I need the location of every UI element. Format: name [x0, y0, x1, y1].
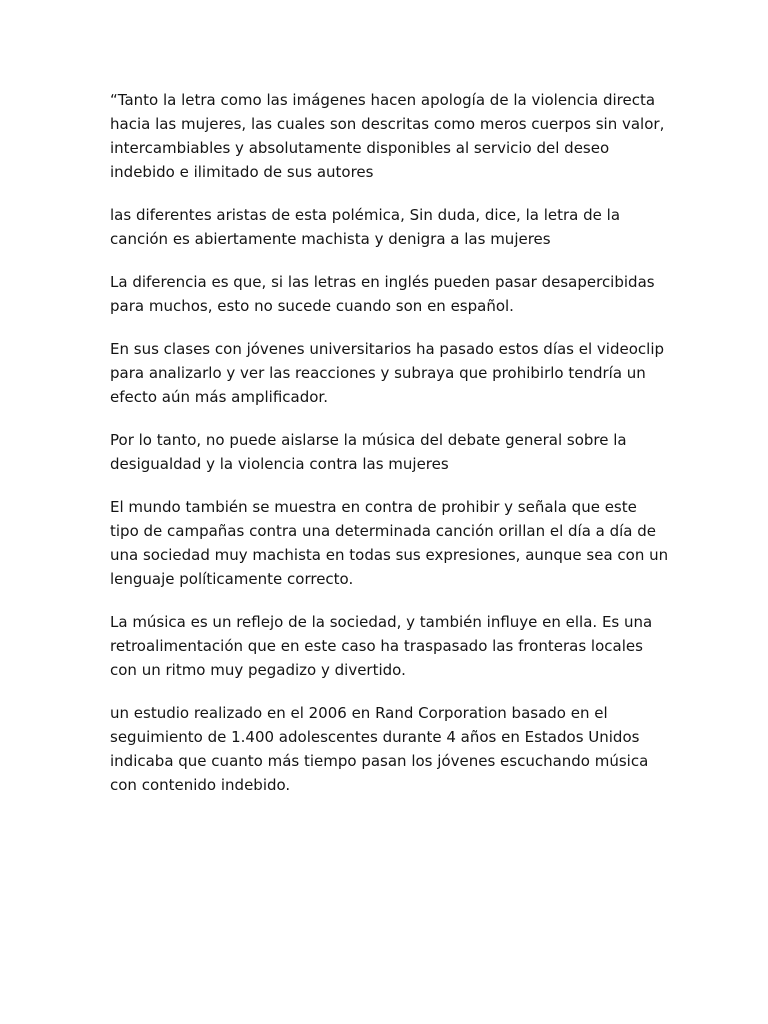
paragraph-line: con contenido indebido. [110, 776, 291, 794]
paragraph-7 [110, 610, 666, 682]
paragraph-line: Por lo tanto, no puede aislarse la música del debate general sobre la [110, 431, 627, 449]
paragraph-5 [110, 428, 666, 476]
paragraph-2 [110, 203, 666, 251]
paragraph-4 [110, 337, 666, 409]
paragraph-3 [110, 270, 666, 318]
paragraph-line: La diferencia es que, si las letras en inglés pueden pasar desapercibidas [110, 273, 655, 291]
paragraph-line: para analizarlo y ver las reacciones y subraya que prohibirlo tendría un [110, 364, 646, 382]
paragraph-line: “Tanto la letra como las imágenes hacen apología de la violencia directa [110, 91, 656, 109]
paragraph-line: una sociedad muy machista en todas sus expresiones, aunque sea con un [110, 546, 669, 564]
paragraph-line: indebido e ilimitado de sus autores [110, 163, 374, 181]
paragraph-line: desigualdad y la violencia contra las mujeres [110, 455, 449, 473]
paragraph-line: hacia las mujeres, las cuales son descritas como meros cuerpos sin valor, [110, 115, 665, 133]
paragraph-6 [110, 495, 669, 591]
paragraph-line: En sus clases con jóvenes universitarios ha pasado estos días el videoclip [110, 340, 665, 358]
document-body [110, 88, 669, 816]
paragraph-8 [110, 701, 666, 797]
paragraph-line: canción es abiertamente machista y denigra a las mujeres [110, 230, 551, 248]
paragraph-line: para muchos, esto no sucede cuando son en español. [110, 297, 514, 315]
paragraph-line: seguimiento de 1.400 adolescentes durante 4 años en Estados Unidos [110, 728, 640, 746]
paragraph-line: intercambiables y absolutamente disponibles al servicio del deseo [110, 139, 610, 157]
paragraph-line: efecto aún más amplificador. [110, 388, 328, 406]
paragraph-1 [110, 88, 666, 184]
paragraph-line: tipo de campañas contra una determinada canción orillan el día a día de [110, 522, 657, 540]
paragraph-line: La música es un reflejo de la sociedad, y también influye en ella. Es una [110, 613, 653, 631]
paragraph-line: un estudio realizado en el 2006 en Rand Corporation basado en el [110, 704, 608, 722]
paragraph-line: retroalimentación que en este caso ha traspasado las fronteras locales [110, 637, 643, 655]
paragraph-line: con un ritmo muy pegadizo y divertido. [110, 661, 406, 679]
paragraph-line: indicaba que cuanto más tiempo pasan los jóvenes escuchando música [110, 752, 649, 770]
paragraph-line: El mundo también se muestra en contra de prohibir y señala que este [110, 498, 637, 516]
paragraph-line: las diferentes aristas de esta polémica, Sin duda, dice, la letra de la [110, 206, 621, 224]
paragraph-line: lenguaje políticamente correcto. [110, 570, 354, 588]
